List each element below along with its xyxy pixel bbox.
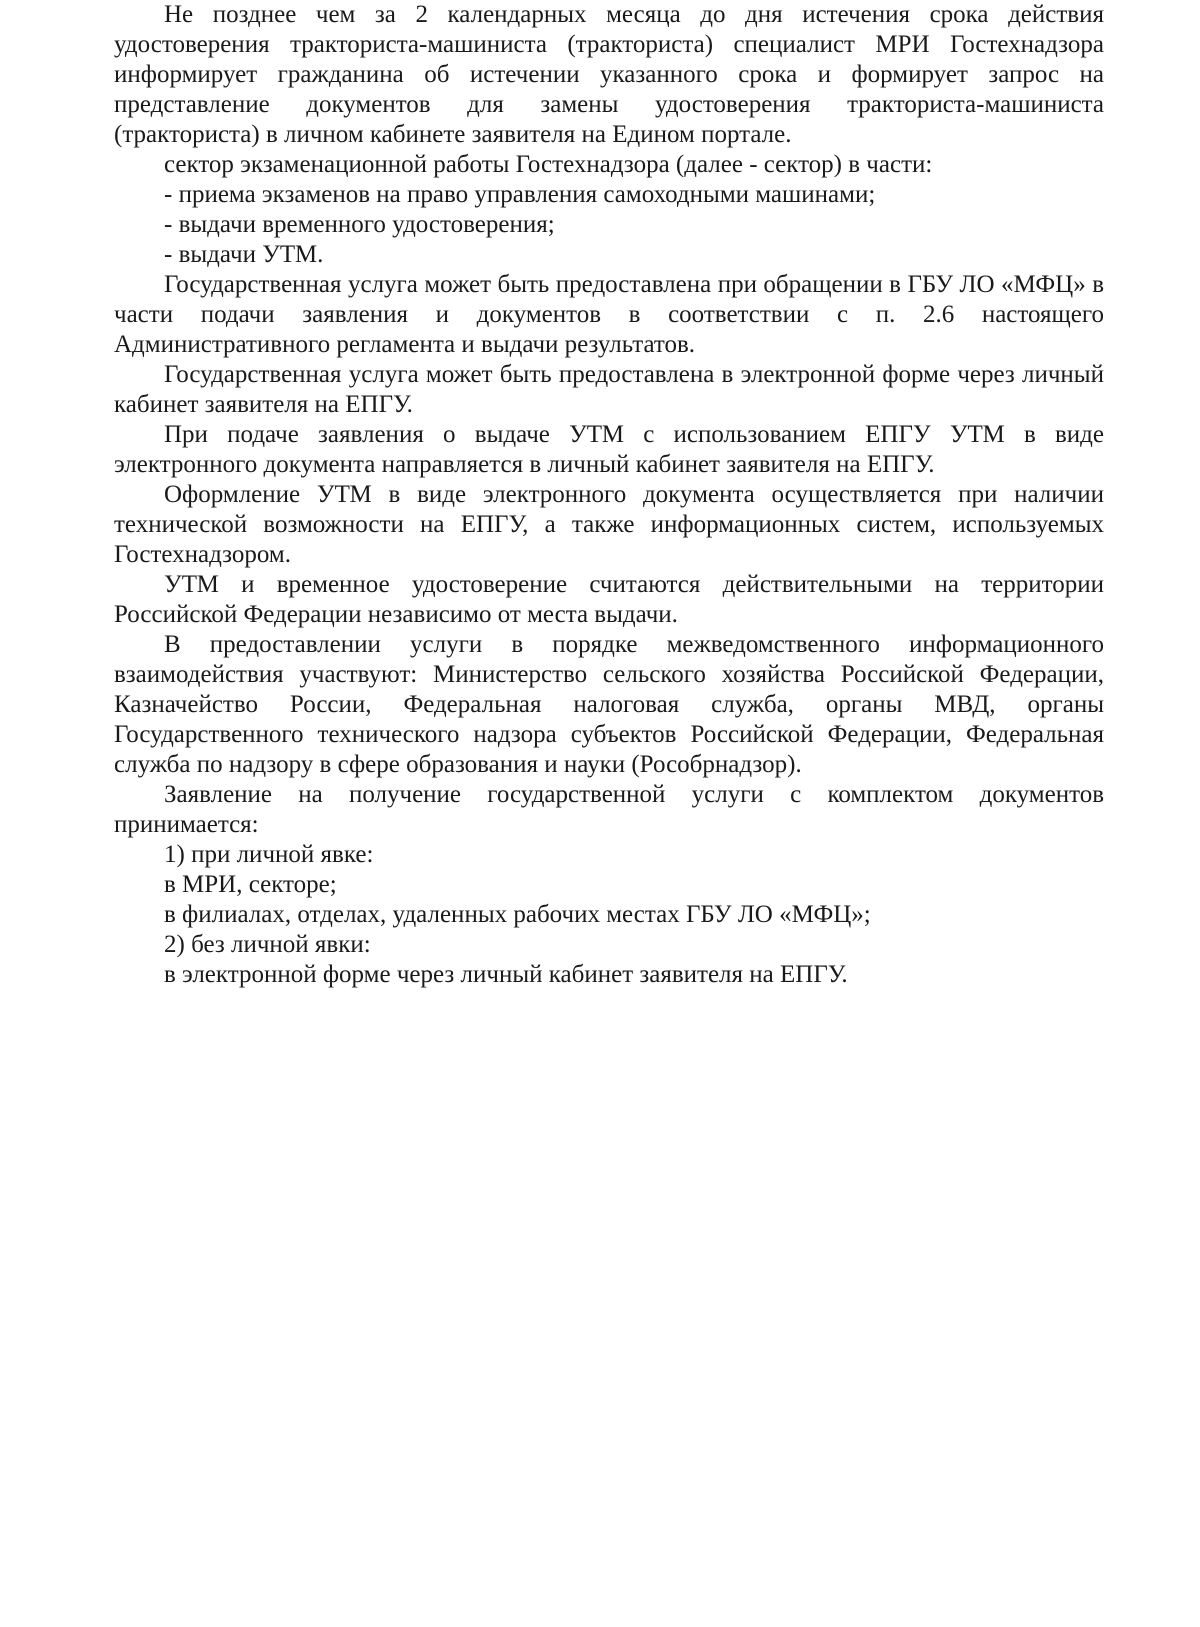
paragraph-exam-sector: сектор экзаменационной работы Гостехнадзора (далее - сектор) в части: [164,151,933,178]
list-item-remote: 2) без личной явки: [164,931,371,958]
paragraph-utm-electronic-document: Оформление УТМ в виде электронного документа осуществляется при наличии технической возможности на ЕПГУ, а также информационных систем, используемых Гостехнадзором. [114,481,1104,568]
paragraph-validity: УТМ и временное удостоверение считаются действительными на территории Российской Федерации независимо от места выдачи. [114,571,1104,628]
list-item-mri-sector: в МРИ, секторе; [164,871,337,898]
paragraph-mfc-service: Государственная услуга может быть предоставлена при обращении в ГБУ ЛО «МФЦ» в части подачи заявления и документов в соответствии с п. 2.6 настоящего Административного регламента и выдачи результатов. [114,271,1104,358]
paragraph-application-accepted: Заявление на получение государственной услуги с комплектом документов принимается: [114,781,1104,838]
list-item-mfc-branches: в филиалах, отделах, удаленных рабочих местах ГБУ ЛО «МФЦ»; [164,901,871,928]
paragraph-electronic-service: Государственная услуга может быть предоставлена в электронной форме через личный кабинет заявителя на ЕПГУ. [114,361,1104,418]
list-item-in-person: 1) при личной явке: [164,841,374,868]
list-item-temporary-license: - выдачи временного удостоверения; [164,211,555,238]
list-item-exams: - приема экзаменов на право управления самоходными машинами; [164,181,876,208]
paragraph-license-expiry-notice: Не позднее чем за 2 календарных месяца до дня истечения срока действия удостоверения тракториста-машиниста (тракториста) специалист МРИ Гостехнадзора информирует гражданина об истечении указанного срока и формирует запрос на представление документов для замены удостоверения тракториста-машиниста (тракториста) в личном кабинете заявителя на Едином портале. [114,1,1104,148]
list-item-electronic-form: в электронной форме через личный кабинет заявителя на ЕПГУ. [164,961,848,988]
paragraph-interagency: В предоставлении услуги в порядке межведомственного информационного взаимодействия участвуют: Министерство сельского хозяйства Российской Федерации, Казначейство России, Федеральная налоговая служба, органы МВД, органы Государственного технического надзора субъектов Российской Федерации, Федеральная служба по надзору в сфере образования и науки (Рособрнадзор). [114,631,1104,778]
document-body [114,0,1104,990]
list-item-utm: - выдачи УТМ. [164,241,324,268]
paragraph-utm-epgu: При подаче заявления о выдаче УТМ с использованием ЕПГУ УТМ в виде электронного документа направляется в личный кабинет заявителя на ЕПГУ. [114,421,1104,478]
